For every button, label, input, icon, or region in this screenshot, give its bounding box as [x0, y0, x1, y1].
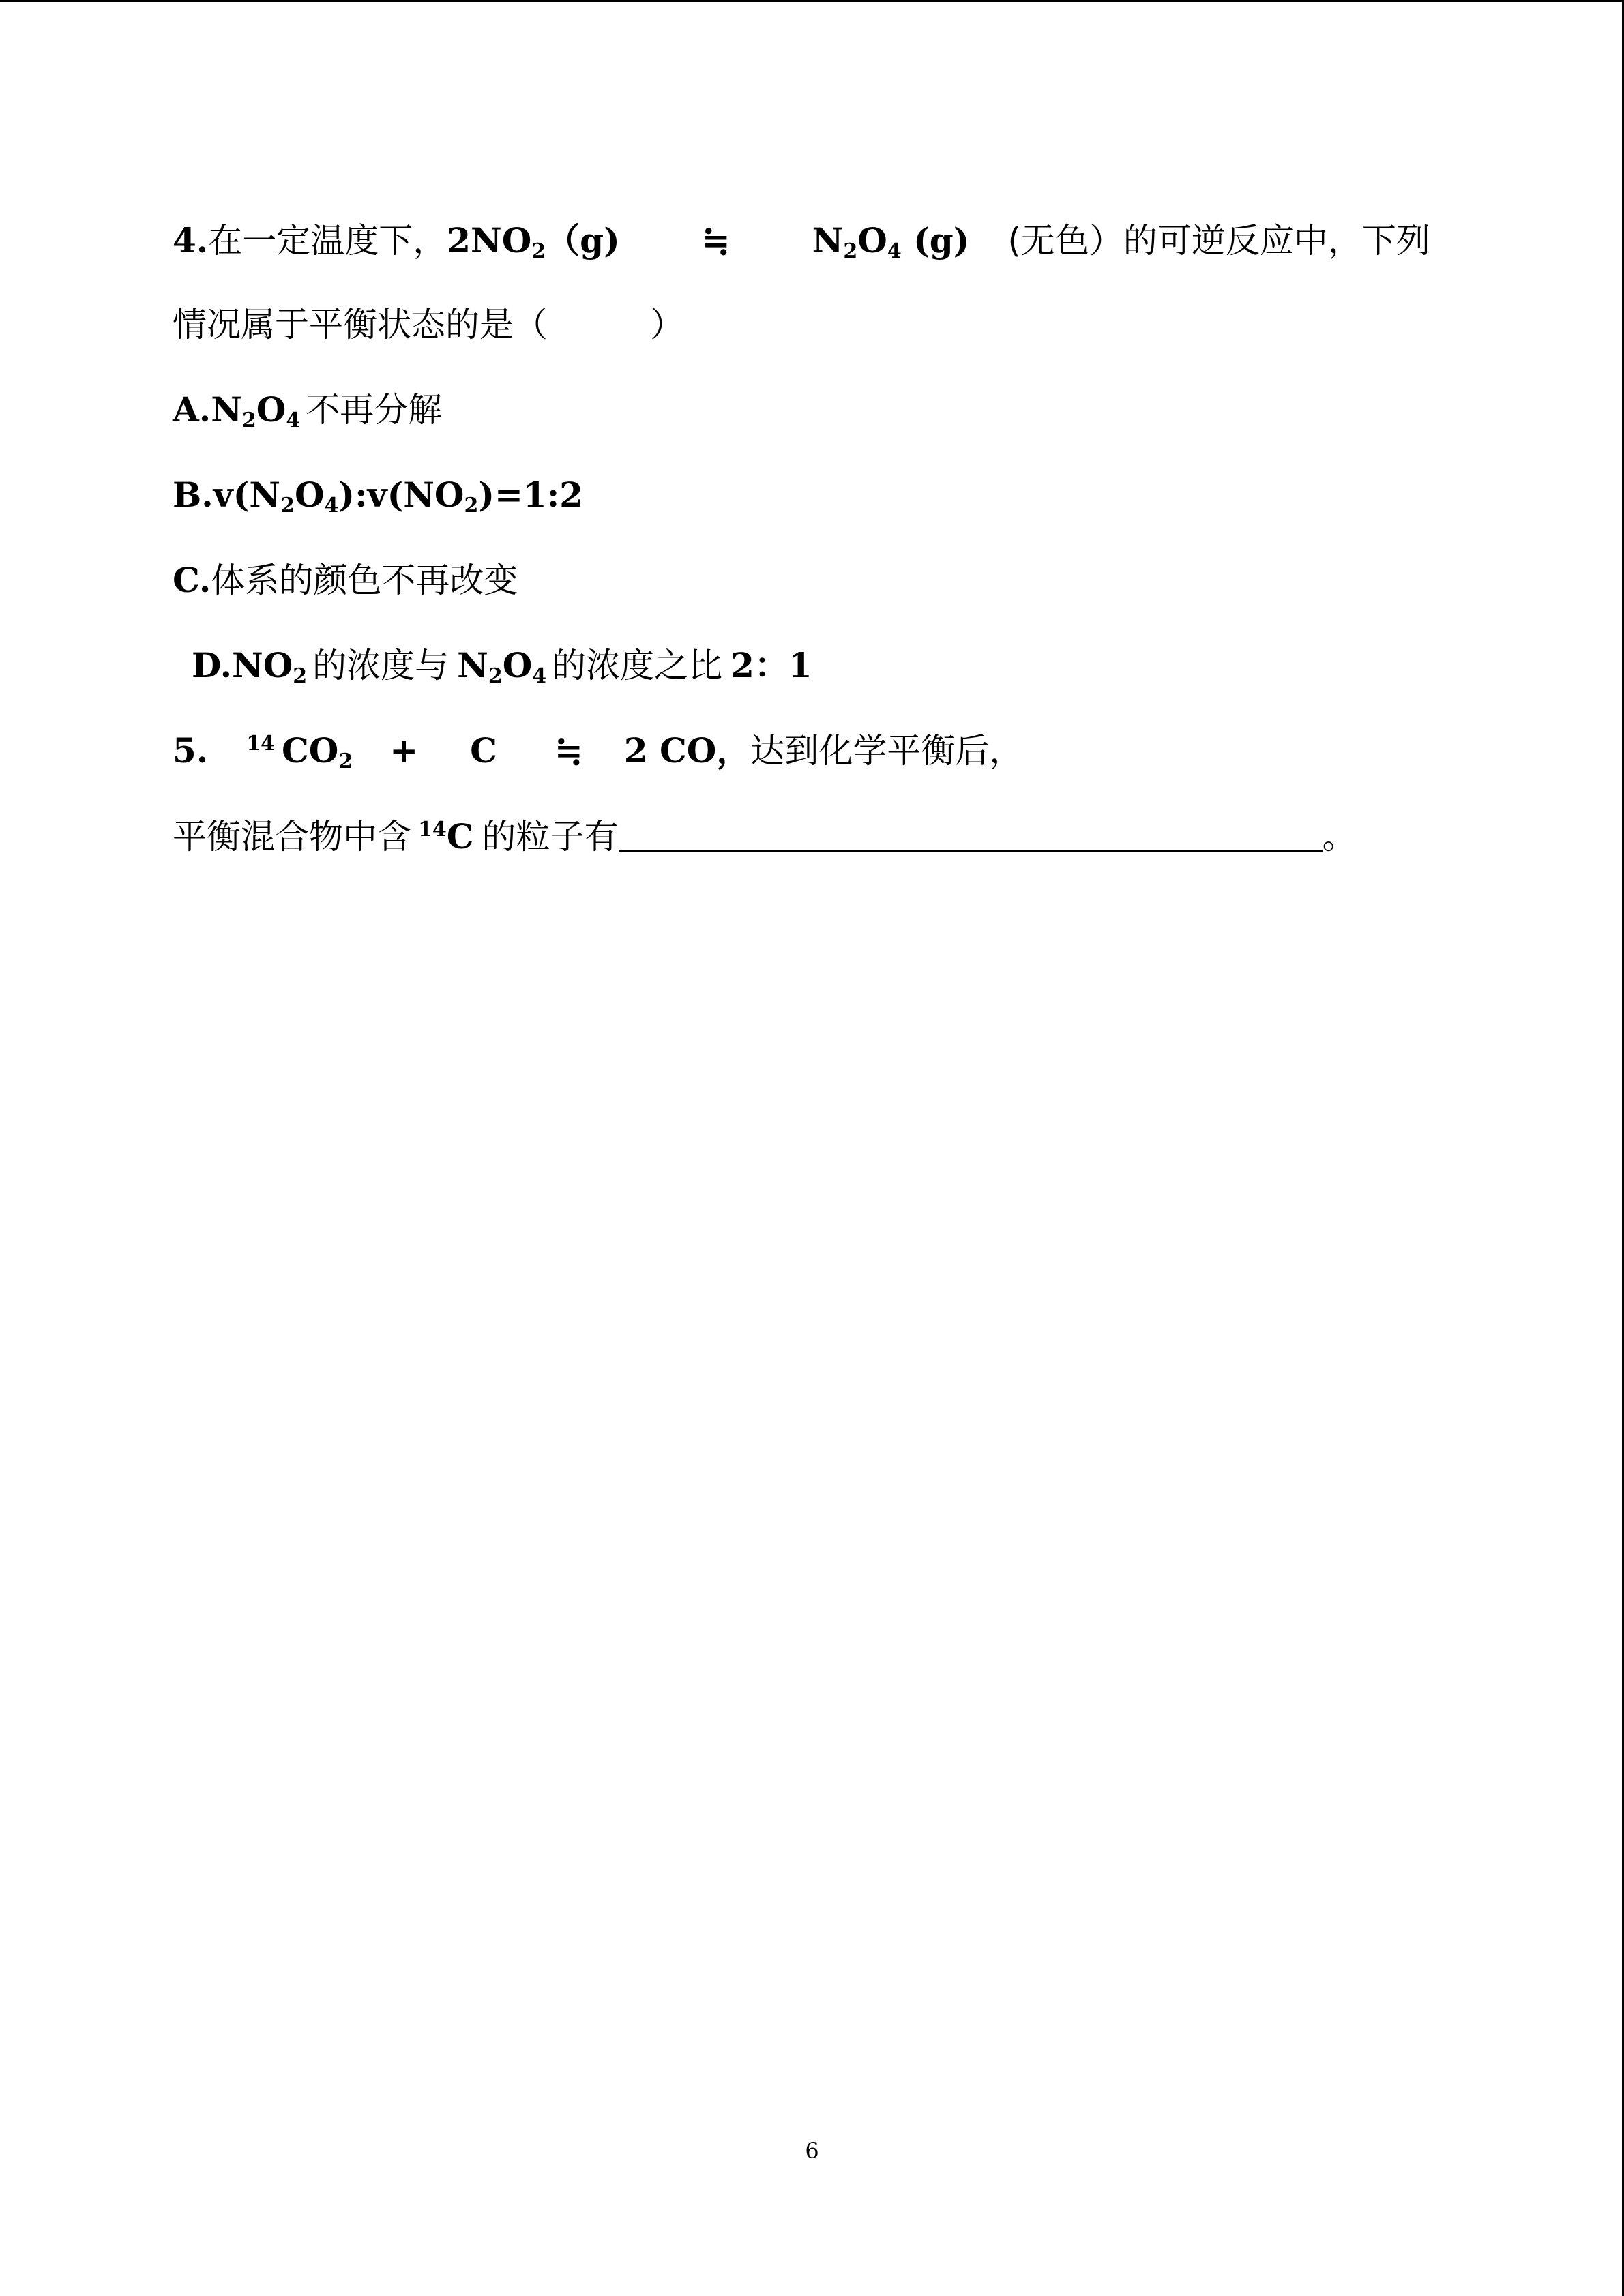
product-subscript-o: 4: [887, 239, 902, 263]
option-a-text: 不再分解: [306, 390, 443, 430]
option-b-letter: B.: [173, 475, 213, 515]
equilibrium-arrow: ≒: [554, 730, 583, 771]
question-5-stem-line-2: [173, 818, 1357, 854]
isotope-mass-number-2: 14: [418, 818, 447, 841]
option-a-subscript-o: 4: [286, 408, 301, 432]
isotope-element: C: [446, 816, 474, 856]
option-d-formula-2-o: O: [502, 645, 533, 685]
option-c: [173, 560, 518, 600]
option-c-letter: C.: [173, 560, 211, 600]
option-b: [173, 475, 583, 518]
question-4-stem-line-2-text: 情况属于平衡状态的是（: [173, 305, 548, 344]
product-subscript-n: 2: [843, 239, 858, 263]
product-formula-n: N: [812, 220, 844, 260]
product-formula-o: O: [857, 220, 887, 260]
option-d-text-2: 的浓度之比: [552, 646, 723, 685]
reactant-subscript: 2: [531, 239, 546, 263]
option-b-part-1: v(N: [213, 475, 281, 515]
option-d-subscript-2-n: 2: [488, 664, 503, 688]
reactant-2-formula: C: [470, 730, 497, 771]
option-d-letter: D.: [192, 645, 232, 685]
option-a: [173, 389, 443, 432]
question-4-stem-line-1: [173, 220, 1430, 263]
reactant-1-formula: CO: [281, 730, 339, 771]
option-d: [192, 645, 812, 688]
option-b-subscript-1: 2: [280, 494, 295, 518]
product-formula: 2 CO，: [623, 730, 751, 771]
question-5-stem-tail: 达到化学平衡后，: [750, 731, 1024, 771]
reactant-1-subscript: 2: [338, 749, 353, 773]
plus-sign: +: [389, 730, 419, 771]
question-4-stem-prefix: 在一定温度下，: [208, 221, 447, 260]
option-d-formula-2-n: N: [457, 645, 488, 685]
option-b-subscript-2: 4: [324, 494, 339, 518]
page-number: 6: [805, 2138, 819, 2164]
option-a-letter: A.: [173, 389, 211, 430]
equilibrium-arrow: ≒: [701, 220, 730, 260]
answer-blank[interactable]: [619, 818, 1323, 852]
isotope-mass-number: 14: [246, 732, 275, 756]
question-5-number: 5.: [173, 730, 209, 771]
question-4-stem-line-2-close: ）: [650, 305, 684, 344]
reactant-formula: 2NO: [447, 220, 532, 260]
question-5-stem-line-1: [173, 730, 1024, 773]
question-4-number: 4.: [173, 220, 209, 260]
option-d-formula-1: NO: [231, 645, 293, 685]
option-b-subscript-3: 2: [464, 494, 479, 518]
option-d-text-1: 的浓度与: [312, 646, 449, 685]
option-d-subscript-2-o: 4: [532, 664, 547, 688]
option-d-ratio: 2：1: [730, 645, 812, 685]
option-a-formula-o: O: [256, 389, 286, 430]
question-4-stem-paren: (无色）的可逆反应中，下列: [1007, 221, 1430, 260]
question-5-line-2-prefix: 平衡混合物中含: [173, 817, 411, 856]
option-d-subscript-1: 2: [293, 664, 308, 688]
option-c-text: 体系的颜色不再改变: [211, 561, 518, 600]
question-4-stem-line-2: [173, 305, 684, 344]
option-b-part-4: )=1:2: [478, 475, 583, 515]
option-a-subscript-n: 2: [241, 408, 256, 432]
question-5-line-2-end: 。: [1322, 817, 1357, 856]
option-b-part-3: ):v(NO: [338, 475, 464, 515]
page-top-border: [0, 0, 1624, 2]
option-b-part-2: O: [294, 475, 325, 515]
product-state: (g): [901, 220, 970, 260]
option-a-formula-n: N: [211, 389, 242, 430]
question-5-line-2-text: 的粒子有: [482, 817, 619, 856]
reactant-state: （g): [546, 220, 620, 260]
